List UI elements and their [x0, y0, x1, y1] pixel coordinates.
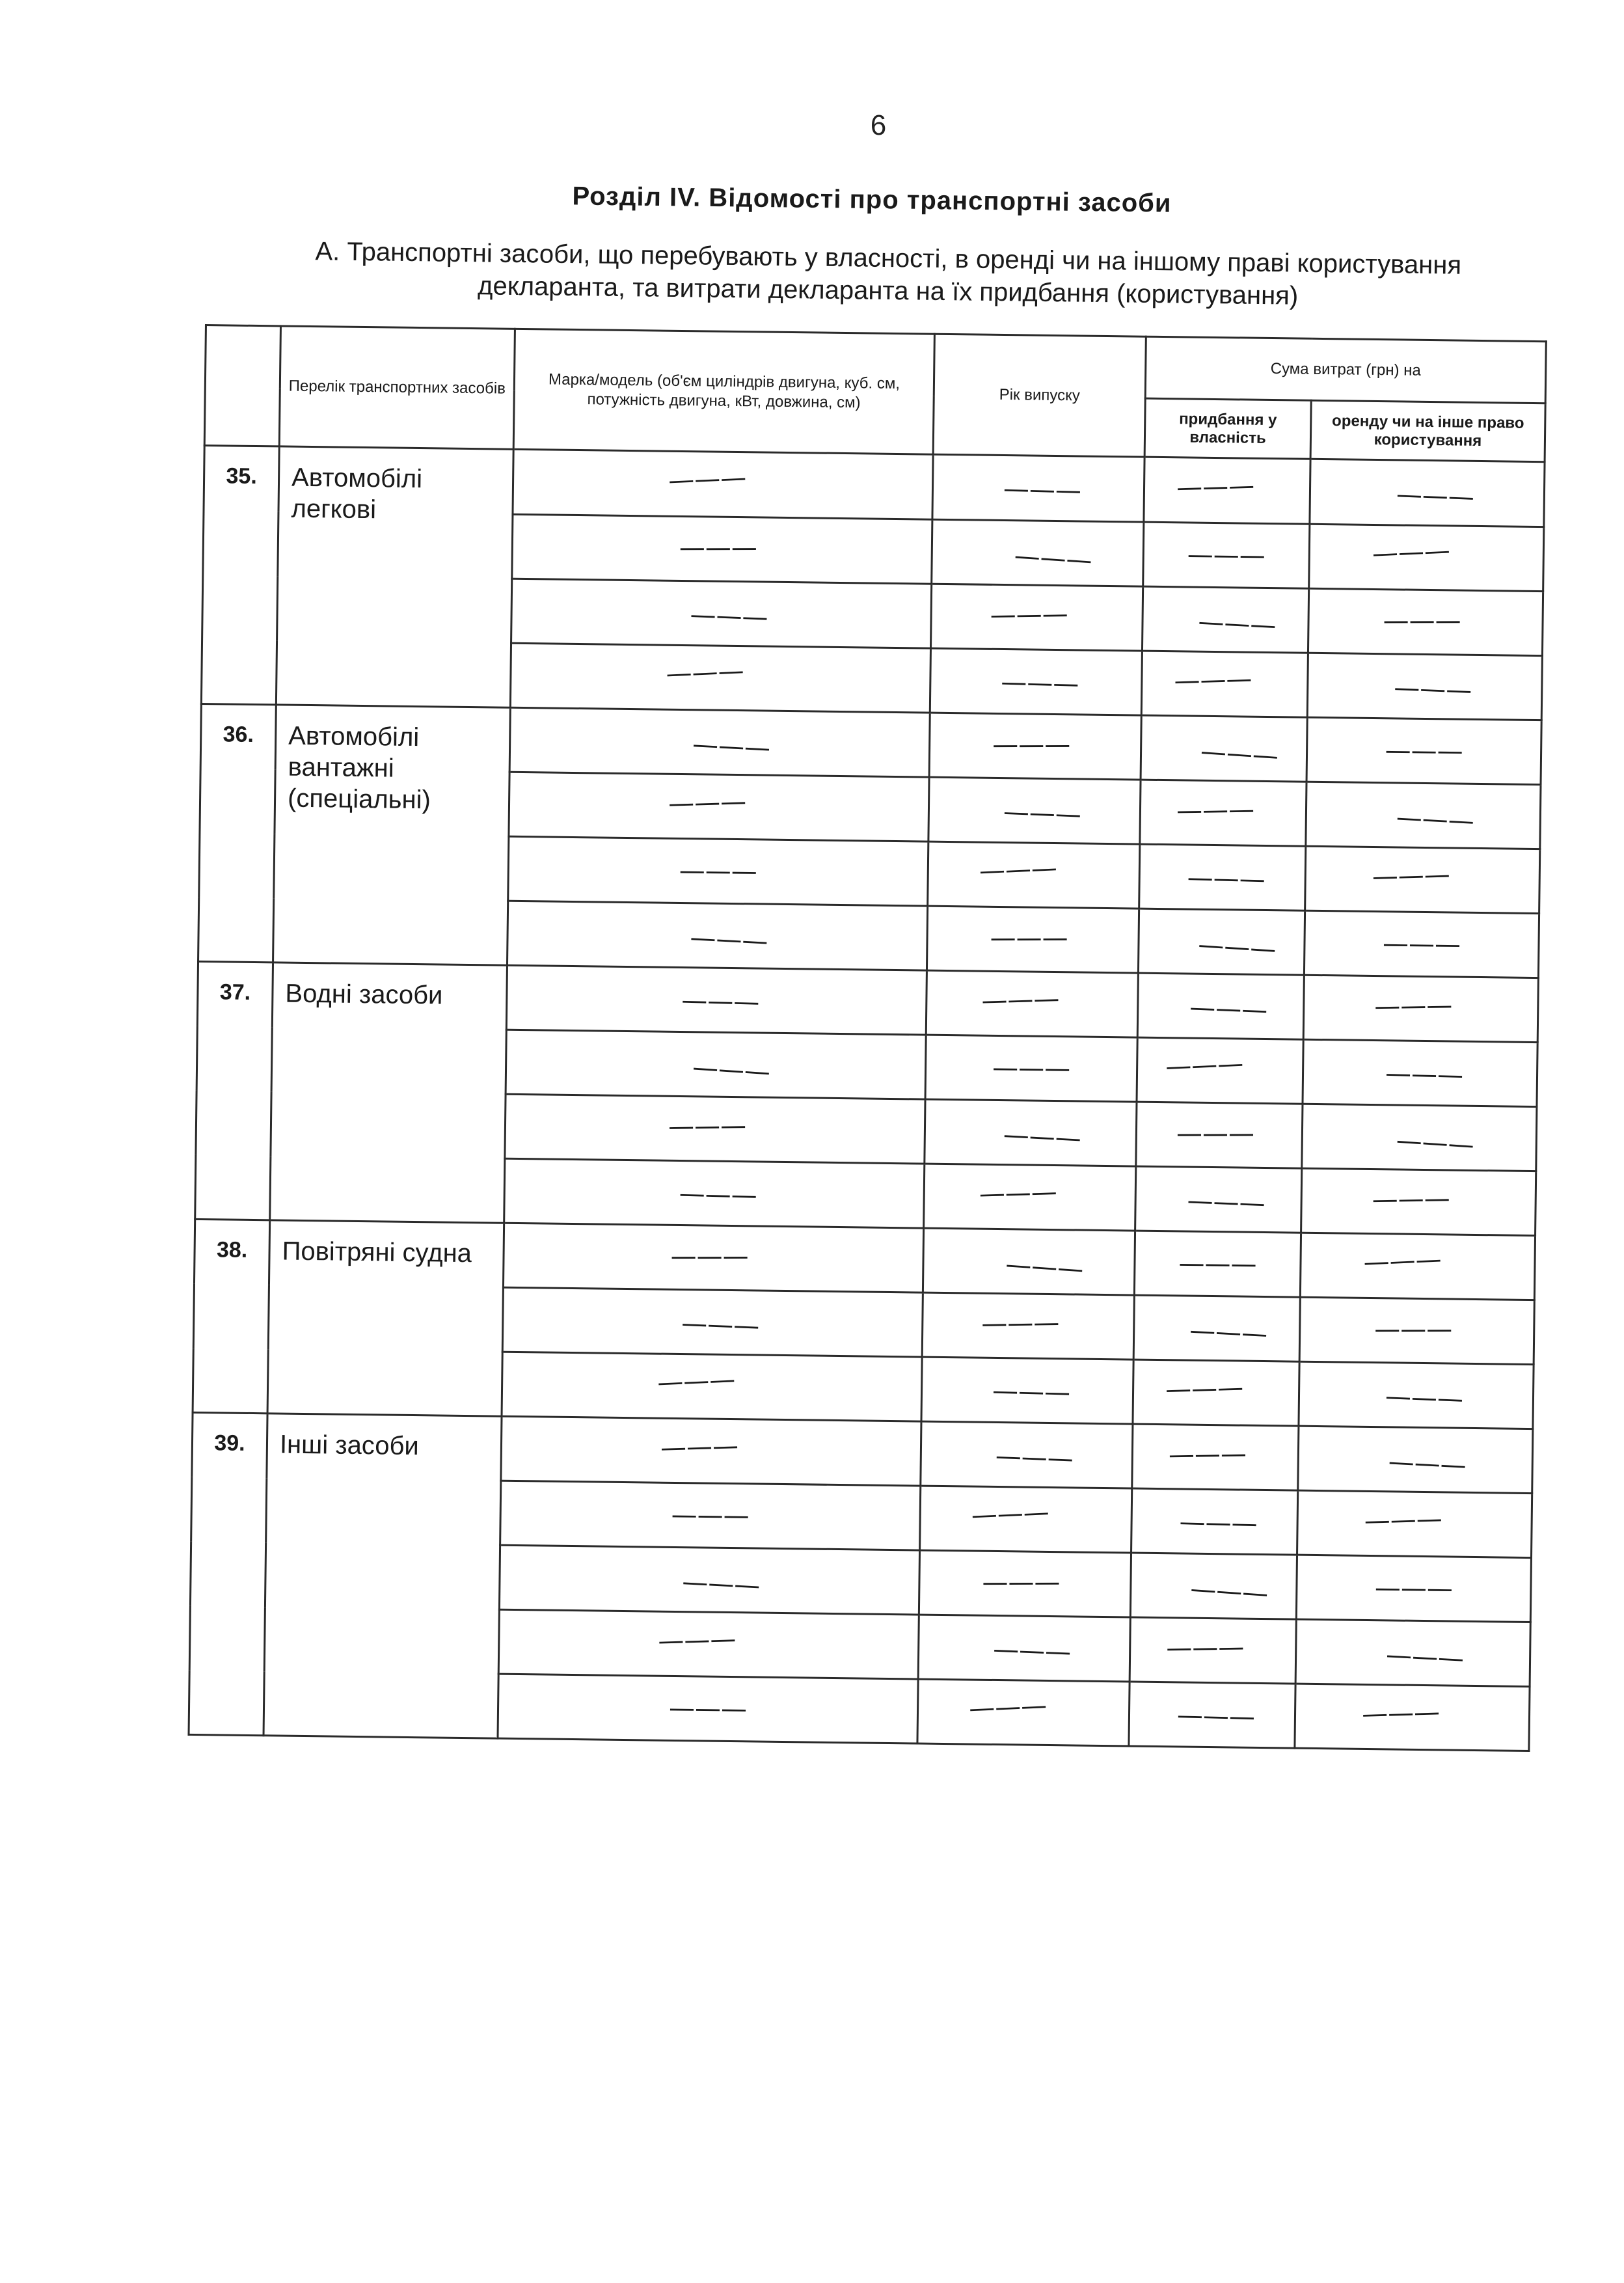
empty-dash: ———	[1187, 862, 1266, 895]
year-cell	[921, 1357, 1133, 1424]
empty-dash: ———	[1187, 540, 1266, 571]
purchase-cell	[1134, 1231, 1301, 1297]
make-model-cell	[504, 1158, 925, 1228]
header-year: Рік випуску	[933, 334, 1146, 457]
empty-dash: ———	[1013, 540, 1094, 576]
header-vehicle-list: Перелік транспортних засобів	[279, 326, 515, 449]
empty-dash: ———	[656, 1364, 737, 1398]
empty-dash: ———	[1003, 797, 1082, 830]
rent-cell	[1300, 1233, 1535, 1300]
make-model-cell	[509, 707, 930, 777]
empty-dash: ———	[689, 599, 769, 633]
year-cell	[929, 713, 1141, 780]
subtitle-line-1: А. Транспортні засоби, що перебувають у власності, в оренді чи на іншому праві користування	[315, 237, 1462, 280]
empty-dash: ———	[970, 1497, 1050, 1531]
empty-dash: ———	[671, 1499, 750, 1531]
make-model-cell	[506, 965, 927, 1035]
empty-dash: ———	[1395, 479, 1475, 513]
empty-dash: ———	[981, 1307, 1060, 1339]
header-rent: оренду чи на інше право користування	[1310, 400, 1545, 461]
empty-dash: ———	[992, 1634, 1072, 1668]
empty-dash: ———	[679, 855, 758, 887]
rent-cell	[1299, 1361, 1534, 1429]
empty-dash: ———	[1186, 1185, 1266, 1219]
empty-dash: ———	[1385, 735, 1463, 767]
category-label: Автомобілі легкові	[276, 446, 513, 707]
year-cell	[930, 648, 1142, 715]
header-number-cell	[204, 325, 280, 446]
empty-dash: ———	[992, 1052, 1071, 1084]
empty-dash: ———	[992, 730, 1071, 760]
purchase-cell	[1139, 844, 1306, 910]
rent-cell	[1310, 459, 1545, 526]
year-cell	[930, 584, 1143, 651]
purchase-cell	[1137, 973, 1304, 1039]
header-purchase: придбання у власність	[1144, 398, 1311, 459]
make-model-cell	[498, 1674, 918, 1743]
rent-cell	[1307, 653, 1542, 720]
header-make-model: Марка/модель (об'єм циліндрів двигуна, куб. см, потужність двигуна, кВт, довжина, см)	[513, 329, 934, 454]
empty-dash: ———	[1189, 1574, 1269, 1609]
purchase-cell	[1129, 1682, 1295, 1748]
category-label: Автомобілі вантажні (спеціальні)	[273, 705, 511, 965]
rent-cell	[1296, 1555, 1531, 1622]
year-cell	[918, 1615, 1130, 1682]
empty-dash: ———	[668, 786, 747, 819]
rent-cell	[1295, 1619, 1530, 1686]
empty-dash: ———	[1392, 672, 1472, 706]
section-subtitle	[195, 234, 1581, 316]
year-cell	[922, 1292, 1134, 1360]
year-cell	[925, 1099, 1137, 1166]
year-cell	[932, 519, 1144, 586]
empty-dash: ———	[1002, 1119, 1082, 1155]
category-label: Інші засоби	[264, 1414, 502, 1738]
empty-dash: ———	[1360, 1697, 1441, 1730]
empty-dash: ———	[978, 853, 1058, 886]
empty-dash: ———	[1004, 1249, 1085, 1285]
empty-dash: ———	[670, 1241, 749, 1272]
empty-dash: ———	[1189, 992, 1269, 1026]
category-number: 37.	[195, 961, 273, 1220]
purchase-cell	[1143, 522, 1310, 588]
rent-cell	[1309, 524, 1544, 591]
rent-cell	[1299, 1297, 1534, 1364]
empty-dash: ———	[1176, 795, 1255, 826]
rent-cell	[1308, 588, 1543, 655]
make-model-cell	[509, 772, 929, 841]
make-model-cell	[513, 449, 933, 519]
empty-dash: ———	[1384, 1058, 1464, 1091]
purchase-cell	[1144, 457, 1310, 524]
empty-dash: ———	[1362, 1244, 1442, 1278]
empty-dash: ———	[1173, 664, 1253, 696]
empty-dash: ———	[990, 599, 1068, 631]
year-cell	[925, 1035, 1137, 1102]
empty-dash: ———	[691, 1052, 772, 1087]
make-model-cell	[508, 836, 928, 906]
empty-dash: ———	[660, 1430, 739, 1464]
empty-dash: ———	[994, 1441, 1074, 1475]
empty-dash: ———	[1395, 802, 1475, 837]
empty-dash: ———	[1189, 1315, 1269, 1350]
empty-dash: ———	[981, 983, 1061, 1017]
empty-dash: ———	[1374, 1314, 1452, 1345]
empty-dash: ———	[668, 462, 748, 496]
rent-cell	[1298, 1426, 1533, 1493]
category-number: 38.	[193, 1219, 270, 1413]
rent-cell	[1306, 717, 1541, 784]
empty-dash: ———	[1374, 1573, 1454, 1604]
empty-dash: ———	[1371, 1183, 1450, 1215]
vehicles-table	[188, 324, 1547, 1752]
empty-dash: ———	[1165, 1632, 1245, 1663]
empty-dash: ———	[1178, 1248, 1257, 1279]
empty-dash: ———	[968, 1690, 1048, 1724]
rent-cell	[1302, 1104, 1537, 1171]
make-model-cell	[500, 1481, 921, 1550]
empty-dash: ———	[1383, 605, 1461, 636]
make-model-cell	[511, 579, 932, 648]
make-model-cell	[510, 643, 930, 713]
empty-dash: ———	[982, 1567, 1061, 1598]
year-cell	[921, 1421, 1133, 1488]
empty-dash: ———	[1176, 1700, 1256, 1732]
empty-dash: ———	[681, 1566, 761, 1602]
purchase-cell	[1141, 715, 1307, 782]
make-model-cell	[502, 1352, 922, 1421]
make-model-cell	[503, 1223, 923, 1292]
purchase-cell	[1131, 1488, 1298, 1555]
purchase-cell	[1135, 1166, 1302, 1233]
empty-dash: ———	[668, 1110, 747, 1142]
make-model-cell	[499, 1545, 919, 1615]
year-cell	[932, 454, 1144, 522]
empty-dash: ———	[1176, 1118, 1254, 1149]
section-title: Розділ IV. Відомості про транспортні засоби	[572, 182, 1172, 218]
empty-dash: ———	[1199, 736, 1280, 772]
purchase-cell	[1133, 1360, 1299, 1426]
empty-dash: ———	[1197, 929, 1277, 965]
empty-dash: ———	[1363, 1503, 1442, 1537]
empty-dash: ———	[689, 922, 769, 957]
empty-dash: ———	[1384, 1381, 1464, 1415]
empty-dash: ———	[1382, 929, 1461, 960]
empty-dash: ———	[979, 1177, 1058, 1210]
empty-dash: ———	[1168, 1439, 1247, 1470]
year-cell	[924, 1164, 1136, 1231]
empty-dash: ———	[657, 1624, 737, 1657]
purchase-cell	[1130, 1553, 1297, 1619]
year-cell	[927, 906, 1139, 973]
empty-dash: ———	[1371, 536, 1451, 569]
year-cell	[928, 777, 1141, 844]
empty-dash: ———	[1371, 859, 1450, 892]
year-cell	[917, 1679, 1130, 1746]
year-cell	[928, 841, 1140, 909]
make-model-cell	[501, 1416, 921, 1486]
year-cell	[926, 970, 1138, 1037]
empty-dash: ———	[665, 655, 745, 690]
empty-dash: ———	[679, 532, 757, 563]
year-cell	[919, 1550, 1131, 1617]
year-cell	[923, 1228, 1135, 1295]
make-model-cell	[505, 1094, 925, 1164]
empty-dash: ———	[990, 923, 1068, 953]
make-model-cell	[512, 514, 932, 584]
rent-cell	[1303, 1039, 1537, 1106]
year-cell	[920, 1486, 1132, 1553]
empty-dash: ———	[1179, 1507, 1258, 1539]
purchase-cell	[1137, 1037, 1303, 1104]
rent-cell	[1295, 1684, 1530, 1751]
empty-dash: ———	[1000, 667, 1079, 700]
empty-dash: ———	[1176, 470, 1255, 503]
empty-dash: ———	[668, 1693, 748, 1725]
rent-cell	[1306, 782, 1541, 849]
empty-dash: ———	[681, 1308, 761, 1342]
category-number: 35.	[201, 446, 279, 705]
make-model-cell	[507, 901, 927, 970]
purchase-cell	[1132, 1424, 1299, 1490]
make-model-cell	[502, 1287, 923, 1357]
page-number: 6	[870, 109, 887, 141]
empty-dash: ———	[1387, 1446, 1467, 1481]
empty-dash: ———	[1165, 1373, 1244, 1405]
subtitle-line-2: декларанта, та витрати декларанта на їх придбання (користування)	[477, 271, 1299, 310]
rent-cell	[1305, 846, 1540, 913]
purchase-cell	[1136, 1102, 1303, 1168]
rent-cell	[1301, 1168, 1536, 1235]
empty-dash: ———	[691, 729, 772, 764]
rent-cell	[1297, 1490, 1532, 1557]
purchase-cell	[1141, 651, 1308, 717]
category-label: Водні засоби	[270, 963, 508, 1223]
category-number: 39.	[189, 1412, 267, 1735]
header-expenses: Сума витрат (грн) на	[1145, 336, 1546, 403]
purchase-cell	[1130, 1617, 1296, 1684]
empty-dash: ———	[1165, 1048, 1245, 1082]
empty-dash: ———	[1003, 473, 1082, 506]
empty-dash: ———	[992, 1376, 1071, 1408]
vehicles-table-wrapper	[188, 324, 1545, 1752]
empty-dash: ———	[1385, 1639, 1465, 1675]
rent-cell	[1303, 975, 1538, 1042]
purchase-cell	[1140, 780, 1306, 846]
empty-dash: ———	[679, 1179, 758, 1211]
make-model-cell	[506, 1030, 926, 1099]
purchase-cell	[1133, 1295, 1300, 1361]
empty-dash: ———	[1197, 607, 1277, 641]
category-number: 36.	[198, 704, 277, 962]
rent-cell	[1304, 910, 1539, 977]
empty-dash: ———	[1374, 990, 1453, 1022]
purchase-cell	[1142, 586, 1308, 653]
purchase-cell	[1138, 909, 1305, 975]
empty-dash: ———	[1394, 1125, 1475, 1161]
category-label: Повітряні судна	[267, 1220, 504, 1416]
empty-dash: ———	[681, 985, 760, 1018]
make-model-cell	[498, 1609, 919, 1679]
table-body	[189, 446, 1545, 1751]
